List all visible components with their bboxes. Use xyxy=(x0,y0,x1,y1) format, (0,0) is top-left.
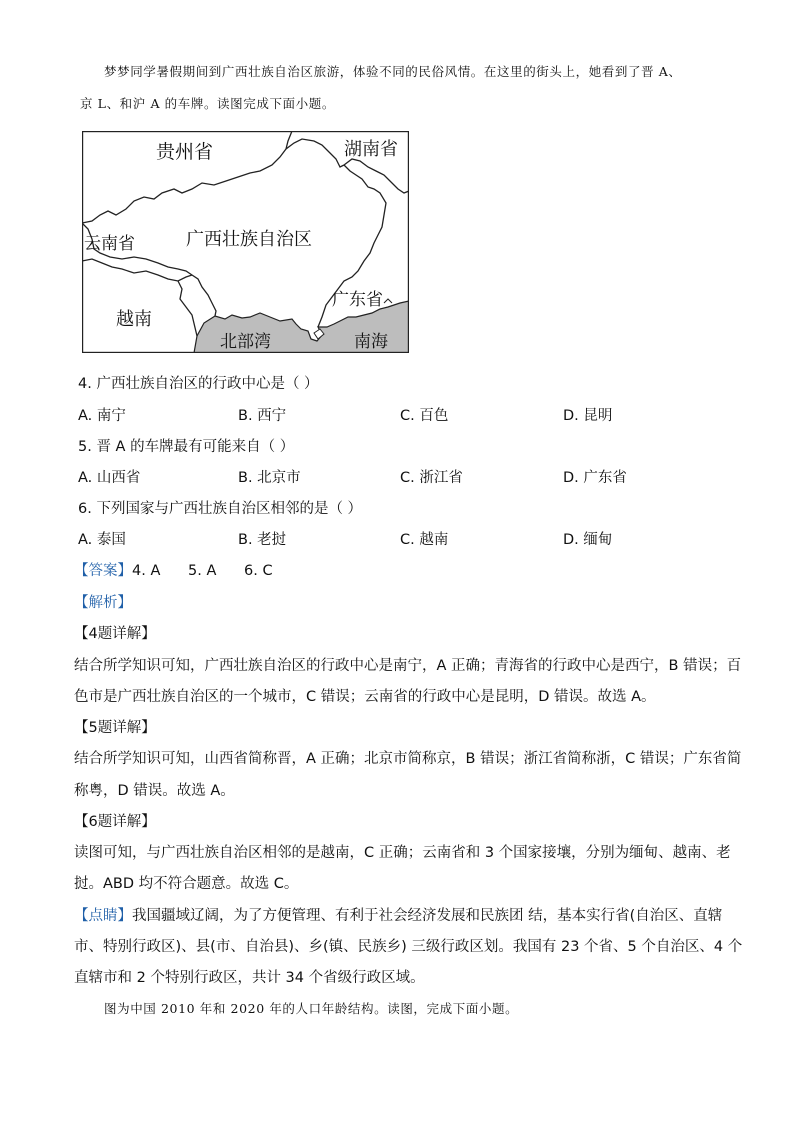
tip-line-1 xyxy=(74,906,722,926)
answer-text: 4. A 5. A 6. C xyxy=(132,563,273,579)
question-4-option-c: C. 百色 xyxy=(400,408,449,424)
question-6-stem: 6. 下列国家与广西壮族自治区相邻的是（ ） xyxy=(78,501,363,517)
question-5-option-d: D. 广东省 xyxy=(563,470,627,486)
intro-line-1: 梦梦同学暑假期间到广西壮族自治区旅游，体验不同的民俗风情。在这里的街头上，她看到了晋 A、 xyxy=(104,64,682,79)
guangxi-map xyxy=(82,131,409,353)
tip-line-2: 市、特别行政区)、县(市、自治县)、乡(镇、民族乡) 三级行政区划。我国有 23 个省、5 个自治区、4 个 xyxy=(74,939,743,955)
detail-5-line-2: 称粤，D 错误。故选 A。 xyxy=(74,783,235,799)
label-beibuwan: 北部湾 xyxy=(220,332,271,352)
question-6-option-d: D. 缅甸 xyxy=(563,532,613,548)
tip-line-3: 直辖市和 2 个特别行政区，共计 34 个省级行政区域。 xyxy=(74,970,425,986)
detail-6-line-2: 挝。ABD 均不符合题意。故选 C。 xyxy=(74,876,299,892)
label-vietnam: 越南 xyxy=(116,309,152,330)
tip-text-1: 我国疆域辽阔，为了方便管理、有利于社会经济发展和民族团 结，基本实行省(自治区、直辖 xyxy=(132,908,723,924)
detail-6-line-1: 读图可知，与广西壮族自治区相邻的是越南，C 正确；云南省和 3 个国家接壤，分别为缅甸、越南、老 xyxy=(74,845,731,861)
detail-4-line-2: 色市是广西壮族自治区的一个城市，C 错误；云南省的行政中心是昆明，D 错误。故选 A。 xyxy=(74,689,656,705)
question-4-stem: 4. 广西壮族自治区的行政中心是（ ） xyxy=(78,376,319,392)
question-5-option-a: A. 山西省 xyxy=(78,470,141,486)
question-5-option-b: B. 北京市 xyxy=(238,470,301,486)
question-4-option-a: A. 南宁 xyxy=(78,408,126,424)
next-intro: 图为中国 2010 年和 2020 年的人口年龄结构。读图，完成下面小题。 xyxy=(104,1001,519,1016)
label-yunnan: 云南省 xyxy=(84,234,135,254)
analysis-tag: 【解析】 xyxy=(74,595,132,611)
tip-tag: 【点睛】 xyxy=(74,908,132,924)
question-5-option-c: C. 浙江省 xyxy=(400,470,463,486)
question-4-option-d: D. 昆明 xyxy=(563,408,613,424)
question-6-option-a: A. 泰国 xyxy=(78,532,126,548)
intro-line-2: 京 L、和沪 A 的车牌。读图完成下面小题。 xyxy=(80,96,335,111)
detail-5-title: 【5题详解】 xyxy=(74,720,156,736)
label-guangdong: 广东省 xyxy=(332,290,383,310)
question-6-option-b: B. 老挝 xyxy=(238,532,287,548)
answer-tag: 【答案】 xyxy=(74,563,132,579)
label-hunan: 湖南省 xyxy=(344,139,398,160)
question-6-option-c: C. 越南 xyxy=(400,532,449,548)
detail-4-line-1: 结合所学知识可知，广西壮族自治区的行政中心是南宁，A 正确；青海省的行政中心是西宁，B 错误；百 xyxy=(74,658,742,674)
label-guangxi: 广西壮族自治区 xyxy=(186,229,312,250)
detail-6-title: 【6题详解】 xyxy=(74,814,156,830)
question-4-option-b: B. 西宁 xyxy=(238,408,287,424)
label-guizhou: 贵州省 xyxy=(156,141,214,163)
label-nanhai: 南海 xyxy=(354,332,388,352)
detail-4-title: 【4题详解】 xyxy=(74,626,156,642)
answer-row xyxy=(74,561,273,581)
detail-5-line-1: 结合所学知识可知，山西省简称晋，A 正确；北京市简称京，B 错误；浙江省简称浙，C 错误；广东省简 xyxy=(74,751,742,767)
question-5-stem: 5. 晋 A 的车牌最有可能来自（ ） xyxy=(78,439,295,455)
